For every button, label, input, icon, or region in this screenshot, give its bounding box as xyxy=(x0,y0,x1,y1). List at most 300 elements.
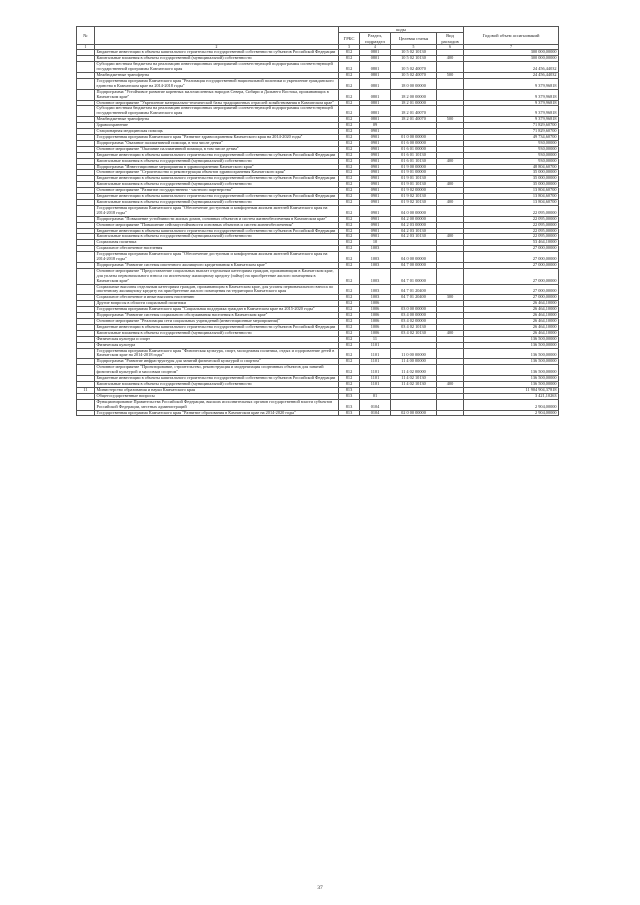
cell-target-article: 01 9 01 10130 xyxy=(391,176,437,182)
cell-target-article: 18 2 00 00000 xyxy=(391,89,437,100)
column-number: 2 xyxy=(95,45,339,50)
cell-name: Основное мероприятие "Оказание паллиативной помощи, в том числе детям" xyxy=(95,146,339,152)
cell-grbs: 813 xyxy=(339,399,360,410)
cell-number xyxy=(77,399,95,410)
cell-grbs: 812 xyxy=(339,268,360,284)
cell-target-article: 18 2 01 40070 xyxy=(391,106,437,117)
cell-target-article: 01 6 00 00000 xyxy=(391,140,437,146)
cell-target-article: 18 0 00 00000 xyxy=(391,78,437,89)
cell-expense-type: 400 xyxy=(437,330,464,336)
header-name xyxy=(95,27,339,45)
cell-expense-type xyxy=(437,410,464,416)
cell-amount: 53 464,10000 xyxy=(464,240,559,246)
cell-number: 11 xyxy=(77,387,95,393)
budget-table-page xyxy=(76,26,558,416)
header-amount: Годовой объем ассигнований xyxy=(464,27,559,45)
cell-grbs: 812 xyxy=(339,56,360,62)
cell-amount: 27 000,00000 xyxy=(464,262,559,268)
cell-amount: 26 464,10000 xyxy=(464,301,559,307)
cell-amount: 136 500,00000 xyxy=(464,365,559,376)
cell-target-article: 01 9 01 10130 xyxy=(391,182,437,188)
cell-expense-type xyxy=(437,205,464,216)
header-grbs: ГРБС xyxy=(339,33,360,45)
cell-number xyxy=(77,205,95,216)
cell-expense-type xyxy=(437,284,464,295)
cell-amount: 27 000,00000 xyxy=(464,246,559,252)
table-row xyxy=(77,252,559,263)
cell-name: Бюджетные инвестиции в объекты капитального строительства государственной собственности субъектов Российской Федерации xyxy=(95,50,339,56)
cell-amount: 136 500,00000 xyxy=(464,376,559,382)
cell-name: Государственная программа Камчатского края "Обеспечение доступным и комфортным жильем жителей Камчатского края на 2014-2018 годы" xyxy=(95,205,339,216)
cell-name: Капитальные вложения в объекты государственной (муниципальной) собственности xyxy=(95,56,339,62)
header-razdel: Раздел, подраздел xyxy=(360,33,391,45)
cell-grbs: 812 xyxy=(339,246,360,252)
cell-amount: 22 095,00000 xyxy=(464,228,559,234)
cell-grbs: 812 xyxy=(339,262,360,268)
cell-number xyxy=(77,410,95,416)
cell-target-article: 03 0 00 00000 xyxy=(391,307,437,313)
cell-name: Межбюджетные трансферты xyxy=(95,117,339,123)
cell-grbs: 812 xyxy=(339,89,360,100)
cell-expense-type: 400 xyxy=(437,182,464,188)
cell-amount: 22 095,00000 xyxy=(464,222,559,228)
cell-target-article: 04 7 01 00000 xyxy=(391,268,437,284)
column-number: 7 xyxy=(464,45,559,50)
cell-expense-type xyxy=(437,78,464,89)
cell-grbs: 812 xyxy=(339,50,360,56)
cell-name: Бюджетные инвестиции в объекты капитального строительства государственной собственности субъектов Российской Федерации xyxy=(95,176,339,182)
cell-grbs: 812 xyxy=(339,284,360,295)
cell-amount: 26 464,10000 xyxy=(464,313,559,319)
cell-grbs: 812 xyxy=(339,342,360,348)
cell-amount: 22 095,00000 xyxy=(464,205,559,216)
cell-name: Бюджетные инвестиции в объекты капитального строительства государственной собственности субъектов Российской Федерации xyxy=(95,152,339,158)
cell-razdel: 09 xyxy=(360,123,391,129)
cell-razdel: 0901 xyxy=(360,205,391,216)
cell-target-article: 11 4 00 00000 xyxy=(391,359,437,365)
cell-amount: 3 421,10263 xyxy=(464,393,559,399)
cell-grbs: 812 xyxy=(339,376,360,382)
cell-grbs: 812 xyxy=(339,106,360,117)
cell-number xyxy=(77,89,95,100)
cell-grbs: 812 xyxy=(339,182,360,188)
cell-grbs: 812 xyxy=(339,78,360,89)
cell-grbs: 812 xyxy=(339,164,360,170)
cell-amount: 22 095,00000 xyxy=(464,234,559,240)
table-row xyxy=(77,205,559,216)
cell-razdel: 0901 xyxy=(360,170,391,176)
cell-razdel: 1006 xyxy=(360,324,391,330)
cell-target-article: 04 7 00 00000 xyxy=(391,262,437,268)
cell-amount: 24 456,44032 xyxy=(464,62,559,73)
cell-name: Государственная программа Камчатского края "Реализация государственной национальной политики и укрепление гражданского единства в Камчатском крае на 2014-2018 годы" xyxy=(95,78,339,89)
cell-grbs: 812 xyxy=(339,199,360,205)
cell-name: Капитальные вложения в объекты государственной (муниципальной) собственности xyxy=(95,199,339,205)
cell-target-article: 04 0 00 00000 xyxy=(391,252,437,263)
cell-razdel: 1003 xyxy=(360,252,391,263)
cell-grbs: 812 xyxy=(339,324,360,330)
cell-grbs: 812 xyxy=(339,176,360,182)
cell-name: Государственная программа Камчатского края "Обеспечение доступным и комфортным жильем жителей Камчатского края на 2014-2018 годы" xyxy=(95,252,339,263)
cell-number xyxy=(77,252,95,263)
cell-expense-type xyxy=(437,89,464,100)
cell-razdel: 0901 xyxy=(360,129,391,135)
cell-razdel: 0901 xyxy=(360,188,391,194)
cell-name: Физическая культура и спорт xyxy=(95,336,339,342)
cell-grbs: 812 xyxy=(339,129,360,135)
cell-name: Подпрограмма "Оказание паллиативной помощи, в том числе детям" xyxy=(95,140,339,146)
cell-target-article: 03 4 02 00000 xyxy=(391,319,437,325)
cell-grbs: 812 xyxy=(339,222,360,228)
cell-expense-type xyxy=(437,62,464,73)
column-number: 3 xyxy=(339,45,360,50)
cell-name: Подпрограмма "Развитие инфраструктуры для занятий физической культурой и спортом" xyxy=(95,359,339,365)
cell-razdel: 0801 xyxy=(360,117,391,123)
table-row xyxy=(77,365,559,376)
cell-amount: 71 829,60700 xyxy=(464,123,559,129)
cell-razdel: 1101 xyxy=(360,365,391,376)
cell-razdel: 0801 xyxy=(360,106,391,117)
cell-razdel: 0801 xyxy=(360,100,391,106)
cell-razdel: 0901 xyxy=(360,158,391,164)
cell-expense-type xyxy=(437,268,464,284)
cell-amount: 9 379,96818 xyxy=(464,89,559,100)
cell-name: Межбюджетные трансферты xyxy=(95,73,339,79)
cell-amount: 2 904,00000 xyxy=(464,399,559,410)
cell-target-article: 04 7 01 20400 xyxy=(391,284,437,295)
cell-amount: 26 464,10000 xyxy=(464,319,559,325)
table-row xyxy=(77,410,559,416)
cell-target-article: 01 9 02 00000 xyxy=(391,188,437,194)
cell-name: Бюджетные инвестиции в объекты капитального строительства государственной собственности субъектов Российской Федерации xyxy=(95,228,339,234)
cell-name: Функционирование Правительства Российской Федерации, высших исполнительных органов государственной власти субъектов Российской Федерации, местных администраций xyxy=(95,399,339,410)
cell-number xyxy=(77,62,95,73)
cell-name: Физическая культура xyxy=(95,342,339,348)
cell-grbs: 812 xyxy=(339,365,360,376)
cell-grbs: 812 xyxy=(339,135,360,141)
table-row xyxy=(77,348,559,359)
cell-grbs: 813 xyxy=(339,387,360,393)
cell-number xyxy=(77,365,95,376)
cell-target-article: 03 4 02 10130 xyxy=(391,330,437,336)
cell-razdel: 1006 xyxy=(360,301,391,307)
cell-name: Капитальные вложения в объекты государственной (муниципальной) собственности xyxy=(95,234,339,240)
cell-grbs: 812 xyxy=(339,62,360,73)
cell-target-article: 01 9 02 10130 xyxy=(391,199,437,205)
cell-razdel: 1003 xyxy=(360,246,391,252)
cell-name: Капитальные вложения в объекты государственной (муниципальной) собственности xyxy=(95,330,339,336)
page-number: 37 xyxy=(317,885,323,891)
cell-name: Основное мероприятие "Развитие государственно - частного партнерства" xyxy=(95,188,339,194)
cell-razdel: 1101 xyxy=(360,381,391,387)
cell-grbs: 812 xyxy=(339,336,360,342)
header-number: № xyxy=(77,27,95,45)
cell-razdel: 0901 xyxy=(360,146,391,152)
cell-razdel: 0104 xyxy=(360,410,391,416)
cell-amount: 48 804,60700 xyxy=(464,164,559,170)
cell-razdel: 0901 xyxy=(360,222,391,228)
cell-name: Основное мероприятие "Проектирование, строительство, реконструкция и модернизация спортивных объектов для занятий физической культурой и массовым спортом" xyxy=(95,365,339,376)
table-header xyxy=(77,27,559,50)
cell-grbs: 812 xyxy=(339,152,360,158)
cell-amount: 13 804,60700 xyxy=(464,199,559,205)
cell-amount: 26 464,10000 xyxy=(464,324,559,330)
cell-target-article: 02 0 00 00000 xyxy=(391,410,437,416)
cell-amount: 35 000,00000 xyxy=(464,176,559,182)
cell-razdel: 01 xyxy=(360,393,391,399)
cell-amount: 9 379,96818 xyxy=(464,78,559,89)
cell-amount: 71 829,60700 xyxy=(464,129,559,135)
table-row xyxy=(77,106,559,117)
cell-grbs: 812 xyxy=(339,100,360,106)
cell-grbs: 813 xyxy=(339,393,360,399)
cell-razdel: 11 xyxy=(360,336,391,342)
cell-razdel: 1003 xyxy=(360,284,391,295)
cell-expense-type: 500 xyxy=(437,73,464,79)
cell-expense-type: 400 xyxy=(437,234,464,240)
cell-amount: 27 000,00000 xyxy=(464,252,559,263)
cell-target-article: 10 5 02 10130 xyxy=(391,56,437,62)
cell-target-article: 10 5 02 40070 xyxy=(391,73,437,79)
cell-amount: 136 500,00000 xyxy=(464,342,559,348)
cell-amount: 930,00000 xyxy=(464,140,559,146)
cell-amount: 35 000,00000 xyxy=(464,182,559,188)
header-expense-type: Вид расходов xyxy=(437,33,464,45)
cell-number xyxy=(77,284,95,295)
cell-amount: 26 464,10000 xyxy=(464,330,559,336)
cell-name: Министерство образования и науки Камчатского края xyxy=(95,387,339,393)
cell-razdel: 0901 xyxy=(360,199,391,205)
cell-target-article: 01 0 00 00000 xyxy=(391,135,437,141)
cell-expense-type xyxy=(437,348,464,359)
cell-grbs: 812 xyxy=(339,295,360,301)
cell-amount: 49 734,60700 xyxy=(464,135,559,141)
cell-grbs: 812 xyxy=(339,240,360,246)
cell-expense-type xyxy=(437,365,464,376)
cell-grbs: 812 xyxy=(339,301,360,307)
cell-name: Бюджетные инвестиции в объекты капитального строительства государственной собственности субъектов Российской Федерации xyxy=(95,324,339,330)
cell-amount: 300 000,00000 xyxy=(464,56,559,62)
cell-name: Социальное обеспечение населения xyxy=(95,246,339,252)
cell-grbs: 812 xyxy=(339,123,360,129)
cell-amount: 26 464,10000 xyxy=(464,307,559,313)
cell-grbs: 812 xyxy=(339,228,360,234)
cell-razdel: 1101 xyxy=(360,342,391,348)
cell-amount: 300 000,00000 xyxy=(464,50,559,56)
cell-target-article: 01 6 01 00000 xyxy=(391,146,437,152)
cell-target-article: 18 2 01 00000 xyxy=(391,100,437,106)
cell-name: Основное мероприятие "Укрепление материально-технической базы традиционных отраслей хозяйствования в Камчатском крае" xyxy=(95,100,339,106)
cell-razdel: 0801 xyxy=(360,62,391,73)
table-row xyxy=(77,78,559,89)
table-row xyxy=(77,268,559,284)
cell-amount: 22 095,00000 xyxy=(464,216,559,222)
cell-razdel: 0901 xyxy=(360,194,391,200)
cell-amount: 136 500,00000 xyxy=(464,348,559,359)
cell-name: Основное мероприятие "Повышение сейсмоустойчивости основных объектов и систем жизнеобеспечения" xyxy=(95,222,339,228)
cell-number xyxy=(77,106,95,117)
cell-name: Капитальные вложения в объекты государственной (муниципальной) собственности xyxy=(95,182,339,188)
cell-razdel: 1003 xyxy=(360,268,391,284)
cell-amount: 2 904,00000 xyxy=(464,410,559,416)
cell-name: Подпрограмма "Инвестиционные мероприятия в здравоохранении Камчатского края" xyxy=(95,164,339,170)
cell-name: Социальная политика xyxy=(95,240,339,246)
column-number: 5 xyxy=(391,45,437,50)
cell-name: Другие вопросы в области социальной политики xyxy=(95,301,339,307)
column-number: 1 xyxy=(77,45,95,50)
cell-name: Бюджетные инвестиции в объекты капитального строительства государственной собственности субъектов Российской Федерации xyxy=(95,376,339,382)
cell-target-article: 01 9 00 00000 xyxy=(391,164,437,170)
cell-razdel: 1101 xyxy=(360,348,391,359)
table-row xyxy=(77,89,559,100)
cell-razdel: 0901 xyxy=(360,135,391,141)
cell-amount: 136 500,00000 xyxy=(464,359,559,365)
cell-razdel: 0801 xyxy=(360,78,391,89)
cell-expense-type: 400 xyxy=(437,381,464,387)
cell-name: Основное мероприятие "Строительство и реконструкция объектов здравоохранения Камчатского края" xyxy=(95,170,339,176)
cell-grbs: 812 xyxy=(339,73,360,79)
cell-name: Социальные выплаты отдельным категориям граждан, проживающим в Камчатском крае, для уплаты первоначального взноса по ипотечному жилищному кредиту на приобретение жилого помещения на территории Камчатского края xyxy=(95,284,339,295)
cell-target-article: 01 6 01 10130 xyxy=(391,152,437,158)
cell-target-article: 04 7 01 20400 xyxy=(391,295,437,301)
cell-amount: 35 000,00000 xyxy=(464,170,559,176)
cell-razdel: 0901 xyxy=(360,228,391,234)
cell-name: Субсидии местным бюджетам на реализацию инвестиционных мероприятий соответствующей подпрограммы соответствующей государственной программы Камчатского края xyxy=(95,106,339,117)
cell-name: Здравоохранение xyxy=(95,123,339,129)
cell-number xyxy=(77,78,95,89)
column-number: 4 xyxy=(360,45,391,50)
cell-grbs: 812 xyxy=(339,205,360,216)
cell-name: Государственная программа Камчатского края "Социальная поддержка граждан в Камчатском крае на 2015-2020 годы" xyxy=(95,307,339,313)
cell-razdel: 1006 xyxy=(360,307,391,313)
cell-amount: 13 804,60700 xyxy=(464,194,559,200)
cell-amount: 930,00000 xyxy=(464,146,559,152)
cell-amount: 136 500,00000 xyxy=(464,381,559,387)
cell-razdel: 0901 xyxy=(360,182,391,188)
cell-razdel: 0901 xyxy=(360,140,391,146)
cell-razdel: 0901 xyxy=(360,176,391,182)
cell-target-article: 04 0 00 00000 xyxy=(391,205,437,216)
header-target-article: Целевая статья xyxy=(391,33,437,45)
cell-name: Подпрограмма "Развитие системы социального обслуживания населения в Камчатском крае" xyxy=(95,313,339,319)
table-body xyxy=(77,50,559,416)
cell-grbs: 812 xyxy=(339,252,360,263)
cell-target-article: 11 4 02 10130 xyxy=(391,381,437,387)
cell-name: Бюджетные инвестиции в объекты капитального строительства государственной собственности субъектов Российской Федерации xyxy=(95,194,339,200)
cell-target-article: 18 2 01 40070 xyxy=(391,117,437,123)
cell-grbs: 812 xyxy=(339,359,360,365)
header-codes: коды xyxy=(339,27,464,33)
cell-amount: 930,00000 xyxy=(464,152,559,158)
table-row xyxy=(77,62,559,73)
cell-razdel: 0901 xyxy=(360,152,391,158)
cell-target-article: 01 9 01 00000 xyxy=(391,170,437,176)
cell-razdel: 1003 xyxy=(360,262,391,268)
cell-amount: 27 000,00000 xyxy=(464,268,559,284)
cell-grbs: 812 xyxy=(339,234,360,240)
cell-razdel: 0801 xyxy=(360,56,391,62)
cell-target-article: 11 0 00 00000 xyxy=(391,348,437,359)
cell-grbs: 812 xyxy=(339,307,360,313)
cell-target-article: 04 2 03 00000 xyxy=(391,222,437,228)
cell-razdel: 10 xyxy=(360,240,391,246)
cell-target-article: 11 4 02 10130 xyxy=(391,376,437,382)
cell-grbs: 812 xyxy=(339,194,360,200)
cell-grbs: 812 xyxy=(339,140,360,146)
cell-amount: 27 000,00000 xyxy=(464,295,559,301)
cell-expense-type: 300 xyxy=(437,295,464,301)
cell-number xyxy=(77,348,95,359)
cell-razdel: 1006 xyxy=(360,313,391,319)
cell-target-article: 01 9 02 10130 xyxy=(391,194,437,200)
cell-amount: 9 379,96818 xyxy=(464,106,559,117)
cell-name: Государственная программа Камчатского края "Развитие образования в Камчатском крае на 2014-2020 годы" xyxy=(95,410,339,416)
cell-grbs: 812 xyxy=(339,330,360,336)
cell-amount: 27 000,00000 xyxy=(464,284,559,295)
cell-expense-type: 500 xyxy=(437,117,464,123)
cell-razdel: 1006 xyxy=(360,319,391,325)
cell-target-article xyxy=(391,399,437,410)
cell-grbs: 812 xyxy=(339,348,360,359)
table-row xyxy=(77,284,559,295)
cell-target-article: 10 5 02 40070 xyxy=(391,62,437,73)
cell-grbs: 812 xyxy=(339,381,360,387)
cell-name: Подпрограмма "Устойчивое развитие коренных малочисленных народов Севера, Сибири и Дальнего Востока, проживающих в Камчатском крае" xyxy=(95,89,339,100)
budget-table xyxy=(76,26,559,416)
cell-target-article: 04 2 03 10130 xyxy=(391,234,437,240)
cell-target-article: 03 4 00 00000 xyxy=(391,313,437,319)
cell-expense-type: 400 xyxy=(437,56,464,62)
cell-amount: 13 804,60700 xyxy=(464,188,559,194)
cell-grbs: 812 xyxy=(339,313,360,319)
cell-name: Общегосударственные вопросы xyxy=(95,393,339,399)
cell-expense-type xyxy=(437,399,464,410)
cell-target-article: 04 2 00 00000 xyxy=(391,216,437,222)
cell-target-article: 03 4 02 10130 xyxy=(391,324,437,330)
cell-target-article: 10 5 02 10130 xyxy=(391,50,437,56)
cell-name: Капитальные вложения в объекты государственной (муниципальной) собственности xyxy=(95,158,339,164)
cell-grbs: 812 xyxy=(339,170,360,176)
column-number: 6 xyxy=(437,45,464,50)
cell-target-article: 04 2 03 10130 xyxy=(391,228,437,234)
cell-razdel: 0901 xyxy=(360,234,391,240)
cell-expense-type: 400 xyxy=(437,158,464,164)
cell-expense-type xyxy=(437,106,464,117)
cell-amount: 24 456,44032 xyxy=(464,73,559,79)
table-row xyxy=(77,399,559,410)
cell-number xyxy=(77,268,95,284)
cell-name: Государственная программа Камчатского края "Физическая культура, спорт, молодежная политика, отдых и оздоровление детей в Камчатском крае на 2014-2018 годы" xyxy=(95,348,339,359)
cell-razdel: 0901 xyxy=(360,164,391,170)
cell-amount: 9 379,96818 xyxy=(464,117,559,123)
cell-grbs: 812 xyxy=(339,216,360,222)
cell-expense-type xyxy=(437,252,464,263)
cell-razdel: 0801 xyxy=(360,73,391,79)
cell-target-article: 11 4 02 00000 xyxy=(391,365,437,376)
cell-razdel: 1101 xyxy=(360,376,391,382)
cell-grbs: 812 xyxy=(339,158,360,164)
cell-grbs: 813 xyxy=(339,410,360,416)
cell-razdel: 0801 xyxy=(360,89,391,100)
cell-name: Стационарная медицинская помощь xyxy=(95,129,339,135)
cell-amount: 9 379,96818 xyxy=(464,100,559,106)
cell-grbs: 812 xyxy=(339,117,360,123)
cell-grbs: 812 xyxy=(339,146,360,152)
cell-amount: 930,00000 xyxy=(464,158,559,164)
cell-name: Капитальные вложения в объекты государственной (муниципальной) собственности xyxy=(95,381,339,387)
cell-amount: 136 500,00000 xyxy=(464,336,559,342)
cell-razdel: 1003 xyxy=(360,295,391,301)
